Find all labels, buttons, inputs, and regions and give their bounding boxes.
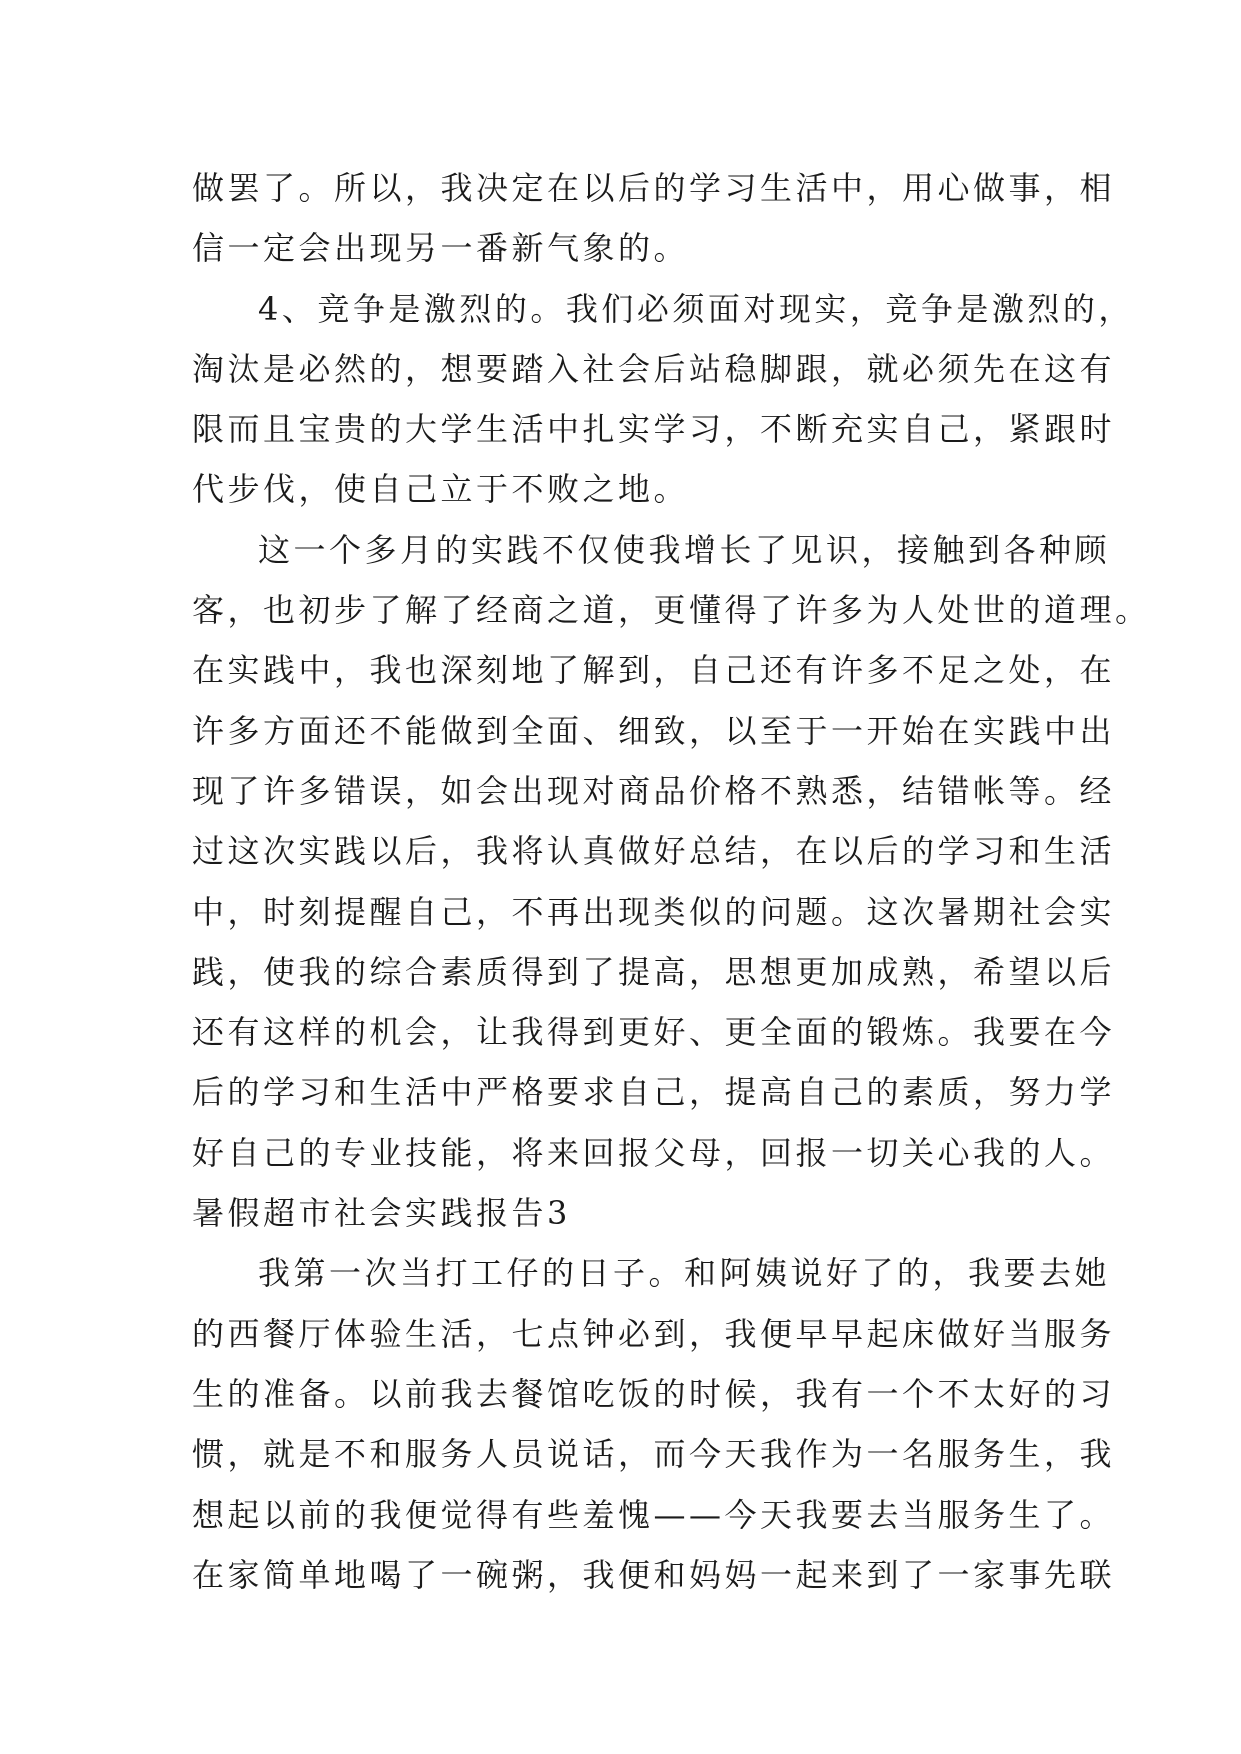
text-line: 生的准备。以前我去餐馆吃饭的时候，我有一个不太好的习 [192,1374,1116,1413]
text-line: 淘汰是必然的，想要踏入社会后站稳脚跟，就必须先在这有 [192,349,1116,388]
text-line: 中，时刻提醒自己，不再出现类似的问题。这次暑期社会实 [192,892,1116,931]
text-line: 现了许多错误，如会出现对商品价格不熟悉，结错帐等。经 [192,771,1116,810]
text-line: 践，使我的综合素质得到了提高，思想更加成熟，希望以后 [192,952,1116,991]
text-line: 好自己的专业技能，将来回报父母，回报一切关心我的人。 [192,1133,1116,1172]
text-line: 还有这样的机会，让我得到更好、更全面的锻炼。我要在今 [192,1013,1116,1052]
text-line: 限而且宝贵的大学生活中扎实学习，不断充实自己，紧跟时 [192,410,1116,449]
text-line: 的西餐厅体验生活，七点钟必到，我便早早起床做好当服务 [192,1314,1116,1353]
text-line: 想起以前的我便觉得有些羞愧——今天我要去当服务生了。 [192,1495,1116,1534]
section-heading: 暑假超市社会实践报告3 [192,1194,571,1233]
text-line: 做罢了。所以，我决定在以后的学习生活中，用心做事，相 [192,169,1116,207]
text-line: 惯，就是不和服务人员说话，而今天我作为一名服务生，我 [192,1435,1116,1474]
text-line: 代步伐，使自己立于不败之地。 [192,470,690,509]
document-body [192,158,1151,1605]
text-line: 许多方面还不能做到全面、细致，以至于一开始在实践中出 [192,711,1116,750]
text-line: 过这次实践以后，我将认真做好总结，在以后的学习和生活 [192,832,1116,871]
paragraph-start-line: 这一个多月的实践不仅使我增长了见识，接触到各种顾 [258,530,1111,569]
text-line: 信一定会出现另一番新气象的。 [192,229,690,268]
paragraph-start-line: 4、竞争是激烈的。我们必须面对现实，竞争是激烈的， [258,289,1134,328]
text-line: 客，也初步了解了经商之道，更懂得了许多为人处世的道理。 [192,591,1151,630]
text-line: 在家简单地喝了一碗粥，我便和妈妈一起来到了一家事先联 [192,1555,1116,1594]
text-line: 后的学习和生活中严格要求自己，提高自己的素质，努力学 [192,1073,1116,1112]
paragraph-start-line: 我第一次当打工仔的日子。和阿姨说好了的，我要去她 [258,1254,1111,1293]
text-line: 在实践中，我也深刻地了解到，自己还有许多不足之处，在 [192,651,1116,690]
